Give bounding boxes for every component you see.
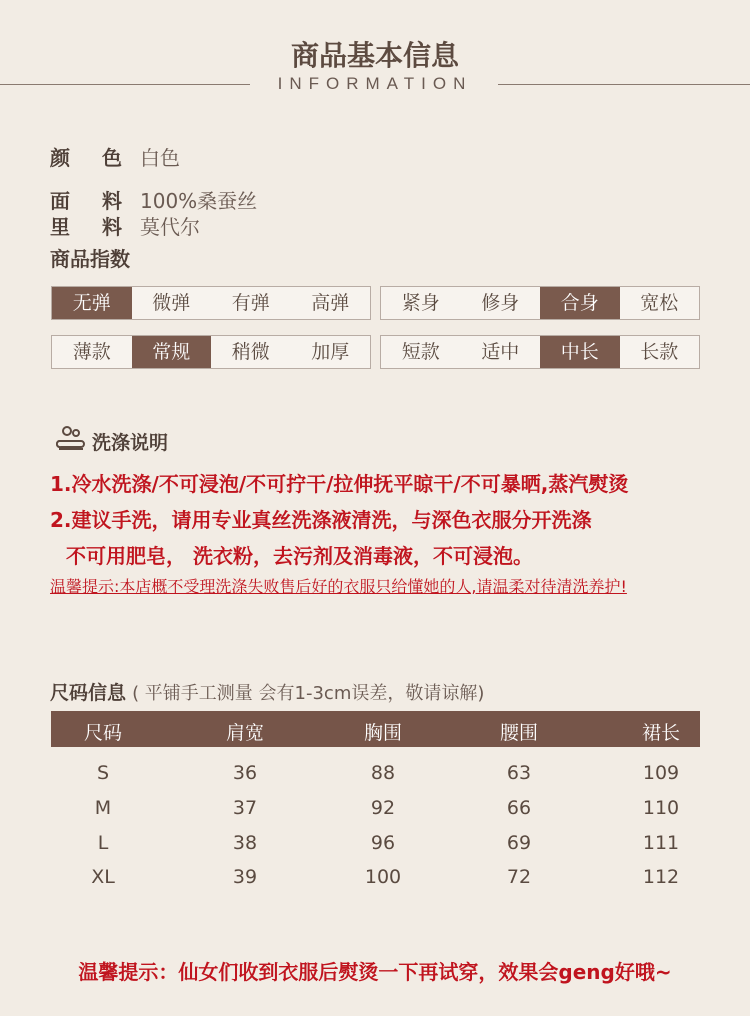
length-cell: 110 [642,797,680,819]
waist-cell: 63 [506,762,532,784]
index-option: 稍微 [231,341,270,363]
waist-cell: 66 [506,797,532,819]
waist-cell: 72 [506,866,532,888]
index-option: 常规 [132,336,212,368]
wash-instruction-3: 不可用肥皂， 洗衣粉，去污剂及消毒液，不可浸泡。 [66,544,533,568]
footer-tip: 温馨提示：仙女们收到衣服后熨烫一下再试穿，效果会geng好哦~ [78,960,672,984]
page-subtitle: INFORMATION [277,74,473,93]
attr-label [50,211,140,240]
header-cell: 腰围 [499,722,538,744]
index-option: 适中 [481,341,520,363]
wash-instruction-2: 2.建议手洗，请用专业真丝洗涤液清洗，与深色衣服分开洗涤 [50,508,592,532]
length-cell: 109 [642,762,680,784]
attr-value: 100%桑蚕丝 [140,189,258,213]
size-title: 尺码信息 [50,682,127,704]
attr-value: 白色 [140,146,180,170]
index-option: 薄款 [72,341,111,363]
attr-fabric [50,185,257,214]
attr-lining [50,211,200,240]
index-option: 无弹 [52,287,132,319]
length-scale [380,335,700,369]
size-header [50,678,484,705]
index-title: 商品指数 [50,247,130,271]
size-cell: S [96,762,110,784]
size-cell: M [94,797,112,819]
index-option: 中长 [540,336,620,368]
attr-value: 莫代尔 [140,215,200,239]
header-cell: 肩宽 [225,722,264,744]
table-row [51,797,700,831]
washing-hands-icon [56,424,86,458]
chest-cell: 88 [370,762,396,784]
size-note: ( 平铺手工测量 会有1-3cm误差，敬请谅解) [132,683,485,704]
waist-cell: 69 [506,832,532,854]
page-title: 商品基本信息 [290,39,459,72]
index-option: 修身 [481,292,520,314]
length-cell: 111 [642,832,680,854]
attr-label-char: 面 [50,189,70,213]
table-row [51,866,700,900]
index-option: 加厚 [311,341,350,363]
index-option: 合身 [540,287,620,319]
fit-scale [380,286,700,320]
size-cell: L [97,832,109,854]
attr-label-char: 料 [102,215,122,239]
length-cell: 112 [642,866,680,888]
index-option: 微弹 [152,292,191,314]
attr-label [50,142,140,171]
chest-cell: 92 [370,797,396,819]
header-cell: 胸围 [363,722,402,744]
shoulder-cell: 36 [232,762,258,784]
shoulder-cell: 37 [232,797,258,819]
index-option: 高弹 [311,292,350,314]
table-row [51,762,700,796]
elasticity-scale [51,286,371,320]
index-option: 宽松 [640,292,679,314]
attr-color [50,142,180,171]
size-cell: XL [91,866,115,888]
chest-cell: 96 [370,832,396,854]
index-option: 有弹 [231,292,270,314]
index-option: 长款 [640,341,679,363]
index-option: 紧身 [401,292,440,314]
attr-label-char: 色 [102,146,122,170]
attr-label-char: 里 [50,215,70,239]
table-row [51,832,700,866]
attr-label-char: 颜 [50,146,70,170]
wash-tip: 温馨提示:本店概不受理洗涤失败售后好的衣服只给懂她的人,请温柔对待清洗养护! [50,577,627,596]
size-table-header [51,711,700,747]
wash-instruction-1: 1.冷水洗涤/不可浸泡/不可拧干/拉伸抚平晾干/不可暴晒,蒸汽熨烫 [50,472,629,496]
header-cell: 尺码 [83,722,122,744]
shoulder-cell: 38 [232,832,258,854]
attr-label-char: 料 [102,189,122,213]
index-option: 短款 [401,341,440,363]
chest-cell: 100 [364,866,402,888]
thickness-scale [51,335,371,369]
wash-title: 洗涤说明 [92,431,169,454]
attr-label [50,185,140,214]
header-cell: 裙长 [641,722,680,744]
wash-header [56,424,168,458]
shoulder-cell: 39 [232,866,258,888]
